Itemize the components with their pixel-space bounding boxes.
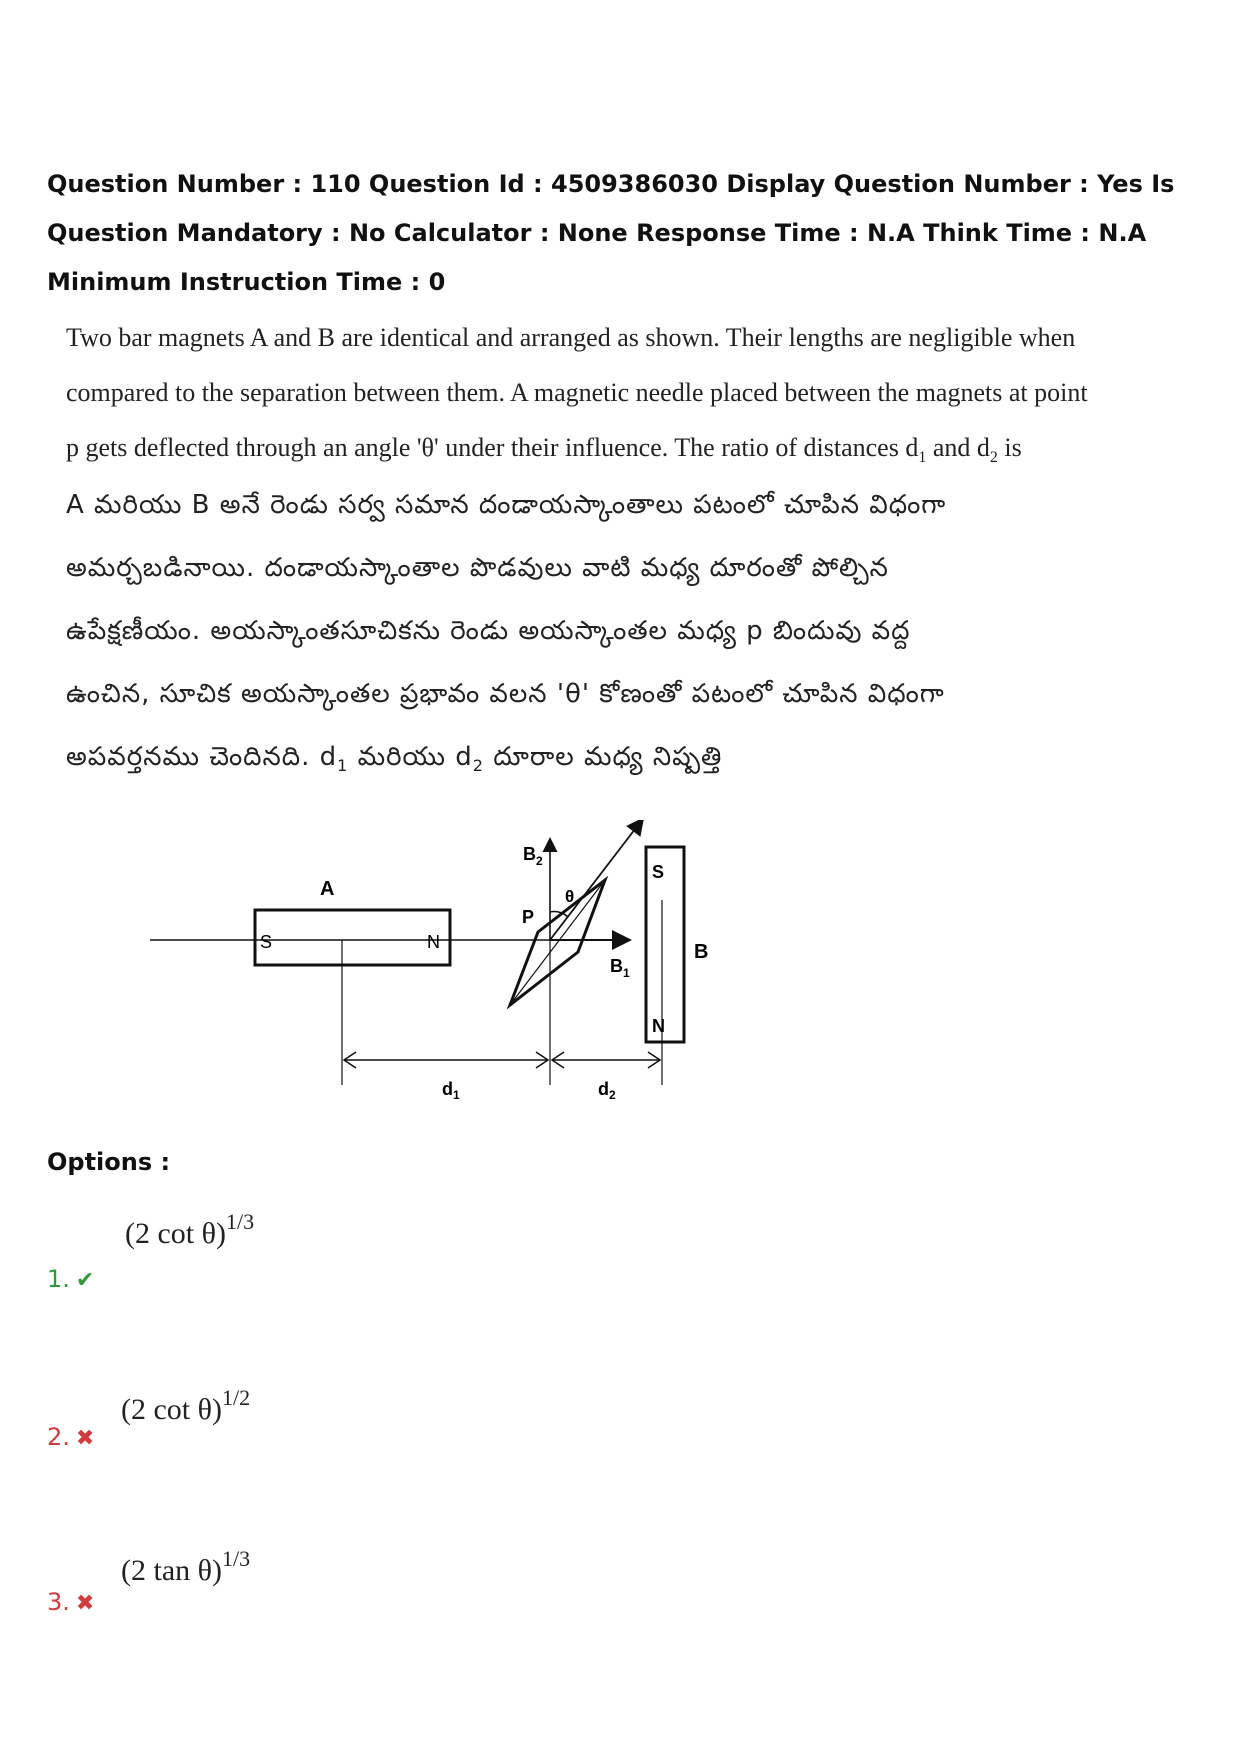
label-theta: θ	[565, 887, 575, 906]
label-b: B	[694, 941, 709, 963]
label-d1: $d_1$	[442, 1079, 460, 1102]
magnet-diagram	[140, 820, 720, 1110]
cross-icon: ✖	[75, 1591, 95, 1616]
option-number: 1.	[47, 1265, 70, 1293]
option-3[interactable]	[47, 1546, 251, 1616]
option-expression	[121, 1546, 251, 1588]
label-s-right: S	[652, 862, 665, 882]
check-icon: ✔	[75, 1268, 95, 1293]
label-a: A	[320, 878, 335, 900]
option-expression	[121, 1385, 251, 1427]
label-n-right: N	[652, 1016, 665, 1036]
label-d2: $d_2$	[598, 1079, 616, 1102]
subscript-1: 1	[337, 756, 349, 776]
subscript-2: 2	[472, 756, 484, 776]
magnet-a	[255, 910, 450, 965]
option-expression	[125, 1209, 255, 1251]
resultant-arrow	[550, 820, 642, 940]
option-1[interactable]	[47, 1209, 255, 1293]
question-telugu-line-5	[66, 735, 946, 798]
question-english-line-1: Two bar magnets A and B are identical and arranged as shown. Their lengths are negligible when	[66, 323, 1076, 352]
cross-icon: ✖	[75, 1426, 95, 1451]
expression-exponent: 1/3	[226, 1209, 255, 1234]
expression-exponent: 1/3	[222, 1546, 251, 1571]
options-heading: Options :	[47, 1148, 171, 1176]
option-2[interactable]	[47, 1385, 251, 1451]
question-telugu-line-2: అమర్చబడినాయి. దండాయస్కాంతాల పొడవులు వాటి మధ్య దూరంతో పోల్చిన	[66, 553, 889, 583]
question-telugu-line-4: ఉంచిన, సూచిక అయస్కాంతల ప్రభావం వలన 'θ' కోణంతో పటంలో చూపిన విధంగా	[66, 679, 945, 709]
label-b2: $B_2$	[523, 844, 543, 868]
english-line-3-part-a: p gets deflected through an angle 'θ' under their influence. The ratio of distances d	[66, 433, 919, 462]
expression-base: (2 tan θ)	[121, 1554, 223, 1587]
expression-base: (2 cot θ)	[121, 1393, 223, 1426]
english-line-3-part-b: and d	[926, 433, 990, 462]
question-telugu-line-1: A మరియు B అనే రెండు సర్వ సమాన దండాయస్కాంతాలు పటంలో చూపిన విధంగా	[66, 490, 947, 520]
expression-base: (2 cot θ)	[125, 1217, 227, 1250]
english-line-3-part-c: is	[997, 433, 1022, 462]
question-english-line-2: compared to the separation between them. A magnetic needle placed between the magnets at point	[66, 378, 1088, 407]
label-s-left: S	[260, 932, 273, 952]
label-p: P	[522, 907, 535, 927]
option-number: 2.	[47, 1423, 70, 1451]
question-text	[66, 318, 1088, 798]
option-number: 3.	[47, 1588, 70, 1616]
expression-exponent: 1/2	[222, 1385, 251, 1410]
telugu-line-5-part-b: మరియు d	[348, 742, 473, 772]
telugu-line-5-part-a: అపవర్తనము చెందినది. d	[66, 742, 338, 772]
question-telugu-line-3: ఉపేక్షణీయం. అయస్కాంతసూచికను రెండు అయస్కాంతల మధ్య p బిందువు వద్ద	[66, 616, 911, 646]
subscript-1: 1	[918, 449, 927, 467]
question-metadata: Question Number : 110 Question Id : 4509386030 Display Question Number : Yes Is Question Mandatory : No Calculator : None Response Time : N.A Think Time : N.A Minimum Instruction Time : 0	[47, 170, 1175, 296]
telugu-line-5-part-c: దూరాల మధ్య నిష్పత్తి	[483, 742, 723, 772]
needle-axis	[510, 880, 605, 1005]
label-n-left: N	[427, 932, 440, 952]
subscript-2: 2	[989, 449, 998, 467]
question-english-line-3	[66, 428, 1022, 483]
label-b1: $B_1$	[610, 956, 630, 980]
